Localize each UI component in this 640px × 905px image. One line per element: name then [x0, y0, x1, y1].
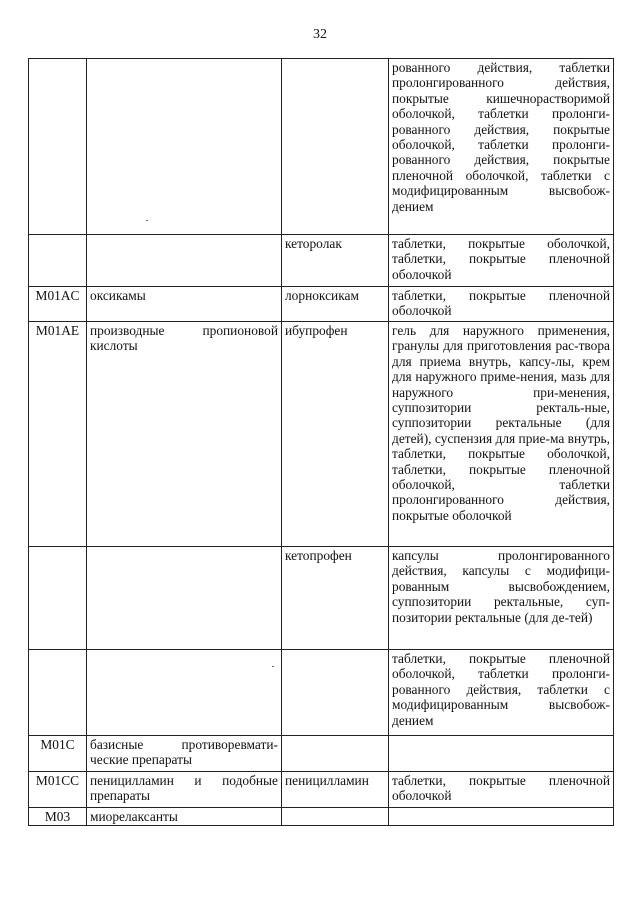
atc-code-cell: M01CC: [29, 772, 87, 808]
table-row: [29, 547, 614, 650]
dosage-forms-cell: капсулы пролонгированного действия, капсулы с модифици-рованным высвобождением, суппозитории ректальные, суп-позитории ректальные (для де-тей): [389, 547, 614, 650]
drug-cell: [282, 808, 389, 826]
drug-cell: [282, 650, 389, 736]
group-cell: [87, 650, 282, 736]
group-cell: [87, 547, 282, 650]
table-row: [29, 736, 614, 772]
table-row: [29, 322, 614, 547]
dosage-forms-cell: таблетки, покрытые пленочной оболочкой, таблетки пролонги-рованного действия, таблетки с модифицированным высвобож-дением: [389, 650, 614, 736]
drug-cell: лорноксикам: [282, 287, 389, 322]
atc-code-cell: M01AC: [29, 287, 87, 322]
atc-code-cell: M01AE: [29, 322, 87, 547]
dosage-forms-cell: [389, 808, 614, 826]
group-cell: [87, 59, 282, 235]
drug-cell: [282, 736, 389, 772]
group-cell: производные пропионовой кислоты: [87, 322, 282, 547]
group-cell: [87, 235, 282, 287]
atc-code-cell: [29, 547, 87, 650]
dosage-forms-cell: гель для наружного применения, гранулы для приготовления рас-твора для приема внутрь, капсу-лы, крем для наружного приме-нения, мазь для наружного при-менения, суппозитории ректаль-ные, суппозитории ректальные (для детей), суспензия для прие-ма внутрь, таблетки, покрытые оболочкой, таблетки, покрытые пленочной оболочкой, таблетки пролонгированного действия, покрытые оболочкой: [389, 322, 614, 547]
dosage-forms-cell: таблетки, покрытые пленочной оболочкой: [389, 772, 614, 808]
table-row: [29, 287, 614, 322]
dosage-forms-cell: [389, 736, 614, 772]
dosage-forms-cell: рованного действия, таблетки пролонгированного действия, покрытые кишечнорастворимой оболочкой, таблетки пролонги-рованного действия, покрытые оболочкой, таблетки пролонги-рованного действия, покрытые пленочной оболочкой, таблетки с модифицированным высвобож-дением: [389, 59, 614, 235]
atc-code-cell: [29, 650, 87, 736]
dosage-forms-cell: таблетки, покрытые пленочной оболочкой: [389, 287, 614, 322]
group-cell: оксикамы: [87, 287, 282, 322]
drug-table: [28, 58, 614, 826]
drug-cell: кеторолак: [282, 235, 389, 287]
dosage-forms-cell: таблетки, покрытые оболочкой, таблетки, покрытые пленочной оболочкой: [389, 235, 614, 287]
page-number: 32: [313, 27, 327, 42]
table-row: [29, 235, 614, 287]
table-row: [29, 59, 614, 235]
table-row: [29, 650, 614, 736]
group-cell: пеницилламин и подобные препараты: [87, 772, 282, 808]
table-row: [29, 808, 614, 826]
group-cell: миорелаксанты: [87, 808, 282, 826]
drug-cell: пеницилламин: [282, 772, 389, 808]
atc-code-cell: [29, 59, 87, 235]
scan-speck: [272, 666, 274, 667]
drug-cell: [282, 59, 389, 235]
atc-code-cell: M01C: [29, 736, 87, 772]
table-row: [29, 772, 614, 808]
scan-speck: [146, 220, 148, 221]
atc-code-cell: [29, 235, 87, 287]
atc-code-cell: M03: [29, 808, 87, 826]
drug-cell: кетопрофен: [282, 547, 389, 650]
drug-cell: ибупрофен: [282, 322, 389, 547]
group-cell: базисные противоревмати-ческие препараты: [87, 736, 282, 772]
